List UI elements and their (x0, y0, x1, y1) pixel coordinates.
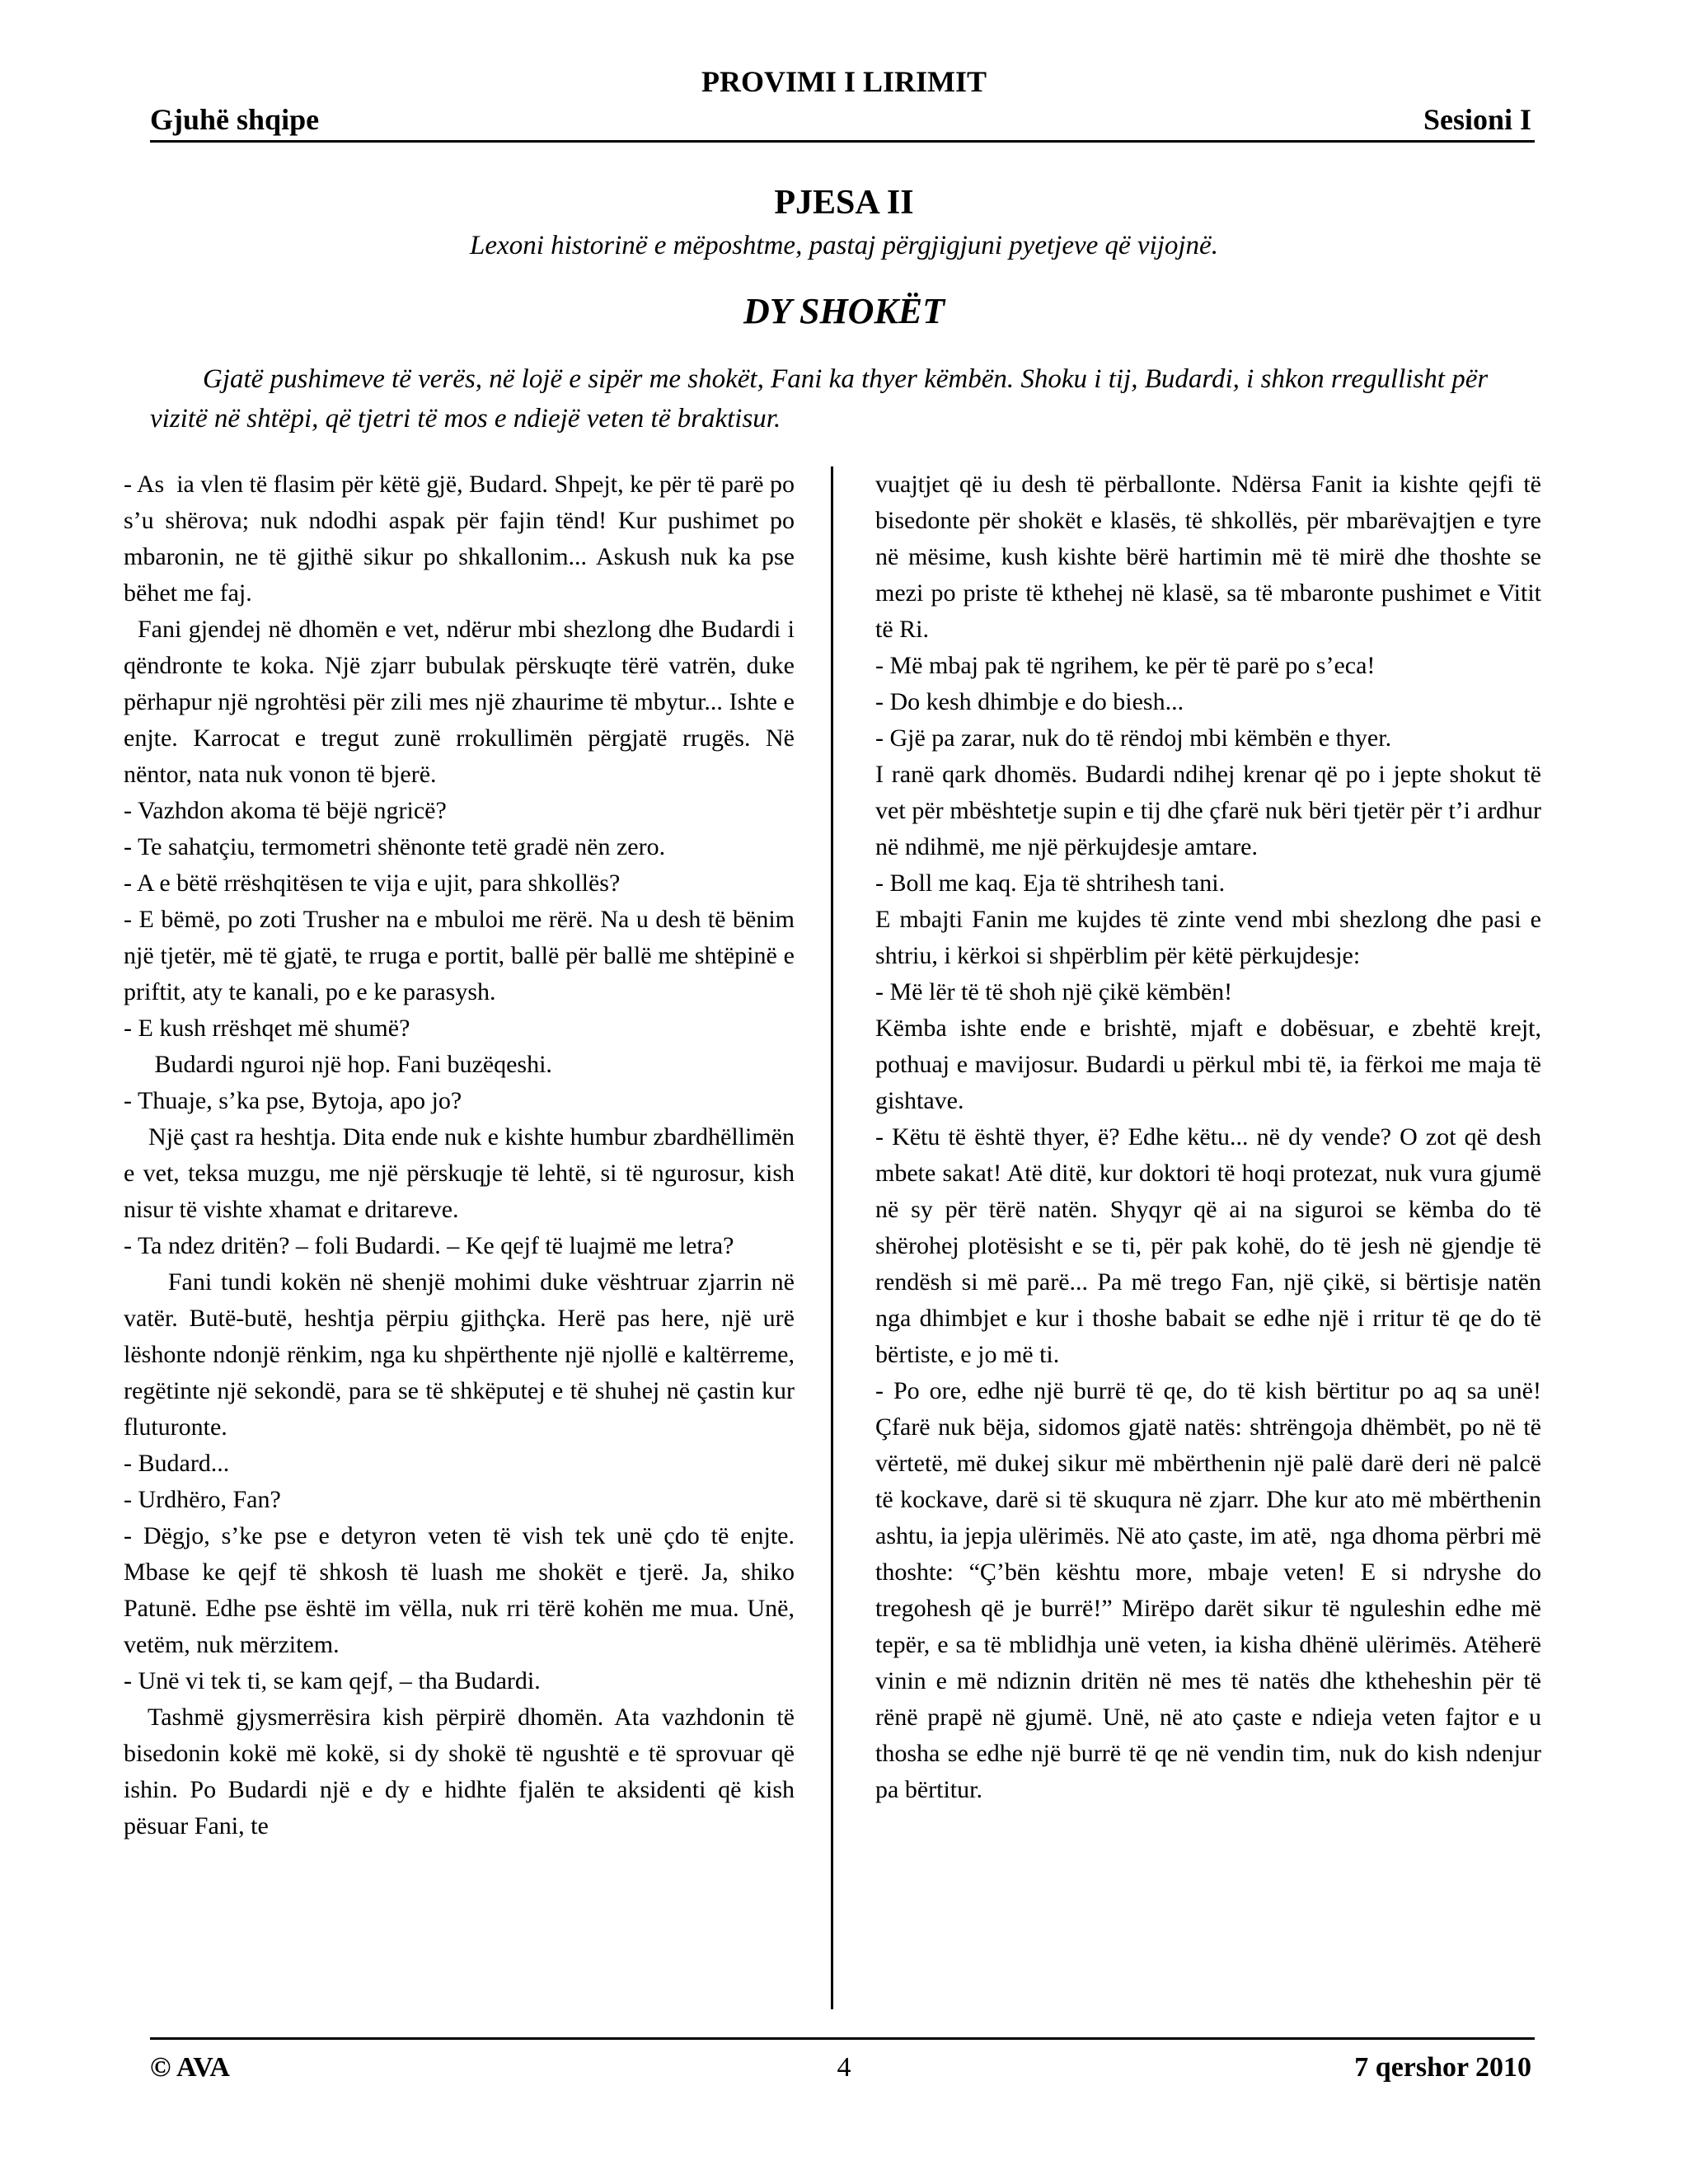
part-instruction: Lexoni historinë e mëposhtme, pastaj përgjigjuni pyetjeve që vijojnë. (470, 231, 1218, 260)
story-paragraph: - Budard... (124, 1450, 230, 1477)
subject-label: Gjuhë shqipe (150, 103, 320, 136)
story-paragraph: I ranë qark dhomës. Budardi ndihej krenar që po i jepte shokut të vet për mbështetje supin e tij dhe çfarë nuk bëri tjetër për t’i ardhur në ndihmë, me një përkujdesje amtare. (875, 761, 1548, 860)
story-paragraph: - E kush rrëshqet më shumë? (124, 1015, 410, 1042)
story-paragraph: - Më mbaj pak të ngrihem, ke për të parë po s’eca! (875, 652, 1376, 679)
exam-title: PROVIMI I LIRIMIT (701, 65, 987, 98)
story-paragraph: - Unë vi tek ti, se kam qejf, – tha Budardi. (124, 1667, 541, 1694)
story-paragraph: - Te sahatçiu, termometri shënonte tetë gradë nën zero. (124, 833, 666, 860)
session-label: Sesioni I (1423, 103, 1531, 136)
story-left-column (124, 466, 801, 1844)
story-paragraph: - A e bëtë rrëshqitësen te vija e ujit, para shkollës? (124, 869, 621, 897)
page-number: 4 (837, 2052, 851, 2083)
story-paragraph: - Do kesh dhimbje e do biesh... (875, 688, 1184, 715)
story-paragraph: - Urdhëro, Fan? (124, 1486, 281, 1513)
story-paragraph: - Po ore, edhe një burrë të qe, do të kish bërtitur po aq sa unë! Çfarë nuk bëja, sidomos gjatë natës: shtrëngoja dhëmbët, po në të vërtetë, më dukej sikur më mbërthenin një palë darë deri në palcë të kockave, darë si të skuqura në zjarr. Dhe kur ato më mbërthenin ashtu, ia jepja ulërimës. Në ato çaste, im atë, nga dhoma përbri më thoshte: “Ç’bën kështu more, mbaje veten! E si ndryshe do tregohesh që je burrë!” Mirëpo darët sikur të nguleshin edhe më tepër, e sa të mblidhja unë veten, ia kisha dhënë ulërimës. Atëherë vinin e më ndiznin dritën në mes të natës dhe ktheheshin për të rënë prapë në gjumë. Unë, në ato çaste e ndieja veten fajtor e u thosha se edhe një burrë të qe në vendin tim, nuk do kish ndenjur pa bërtitur. (875, 1377, 1548, 1803)
part-title: PJESA II (774, 184, 914, 222)
story-intro-text: Gjatë pushimeve të verës, në lojë e sipër me shokët, Fani ka thyer këmbën. Shoku i tij, Budardi, i shkon rregullisht për vizitë në shtëpi, që tjetri të mos e ndiejë veten të braktisur. (150, 364, 1489, 434)
story-paragraph: Fani gjendej në dhomën e vet, ndërur mbi shezlong dhe Budardi i qëndronte te koka. Një zjarr bubulak përskuqte tërë vatrën, duke përhapur një ngrohtësi për zili mes një zhaurime të mbytur... Ishte e enjte. Karrocat e tregut zunë rrokullimën përgjatë rrugës. Në nëntor, nata nuk vonon të bjerë. (124, 616, 801, 788)
story-paragraph: Tashmë gjysmerrësira kish përpirë dhomën. Ata vazhdonin të bisedonin kokë më kokë, si dy shokë të ngushtë e të sprovuar që ishin. Po Budardi një e dy e hidhte fjalën te aksidenti që kish pësuar Fani, te (124, 1704, 801, 1840)
story-paragraph: - As ia vlen të flasim për këtë gjë, Budard. Shpejt, ke për të parë po s’u shërova; nuk ndodhi aspak për fajin tënd! Kur pushimet po mbaronin, ne të gjithë sikur po shkallonim... Askush nuk ka pse bëhet me faj. (124, 471, 801, 607)
story-paragraph: vuajtjet që iu desh të përballonte. Ndërsa Fanit ia kishte qejfi të bisedonte për shokët e klasës, të shkollës, për mbarëvajtjen e tyre në mësime, kush kishte bërë hartimin më të mirë dhe thoshte se mezi po priste të kthehej në klasë, sa të mbaronte pushimet e Vitit të Ri. (875, 471, 1548, 643)
story-paragraph: - Më lër të të shoh një çikë këmbën! (875, 978, 1233, 1005)
story-paragraph: Budardi nguroi një hop. Fani buzëqeshi. (124, 1051, 552, 1078)
footer-date: 7 qershor 2010 (1354, 2052, 1531, 2083)
column-divider (831, 466, 833, 2009)
story-paragraph: Një çast ra heshtja. Dita ende nuk e kishte humbur zbardhëllimën e vet, teksa muzgu, me një përskuqje të lehtë, si të ngurosur, kish nisur të vishte xhamat e dritareve. (124, 1123, 801, 1223)
story-paragraph: - Boll me kaq. Eja të shtrihesh tani. (875, 869, 1226, 897)
story-paragraph: - Vazhdon akoma të bëjë ngricë? (124, 797, 447, 824)
header-rule (150, 140, 1535, 143)
story-paragraph: Fani tundi kokën në shenjë mohimi duke vështruar zjarrin në vatër. Butë-butë, heshtja përpiu gjithçka. Herë pas here, një urë lëshonte ndonjë rënkim, nga ku shpërthente një njollë e kaltërreme, regëtinte një sekondë, para se të shkëputej e të shuhej në çastin kur fluturonte. (124, 1268, 801, 1441)
story-paragraph: E mbajti Fanin me kujdes të zinte vend mbi shezlong dhe pasi e shtriu, i kërkoi si shpërblim për këtë përkujdesje: (875, 906, 1548, 969)
story-paragraph: - Gjë pa zarar, nuk do të rëndoj mbi këmbën e thyer. (875, 724, 1392, 752)
footer-copyright: © AVA (150, 2052, 230, 2083)
story-right-column (875, 466, 1548, 1808)
story-paragraph: Këmba ishte ende e brishtë, mjaft e dobësuar, e zbehtë krejt, pothuaj e mavijosur. Budardi u përkul mbi të, ia fërkoi me maja të gishtave. (875, 1015, 1548, 1114)
footer-rule (150, 2037, 1535, 2040)
story-intro (150, 359, 1535, 438)
story-paragraph: - Këtu të është thyer, ë? Edhe këtu... në dy vende? O zot që desh mbete sakat! Atë ditë, kur doktori të hoqi protezat, nuk vura gjumë në sy për tërë natën. Shyqyr që ai na siguroi se këmba do të shërohej plotësisht e se ti, për pak kohë, do të jesh në gjendje të rendësh si më parë... Pa më trego Fan, një çikë, si bërtisje natën nga dhimbjet e kur i thoshe babait se edhe një i rritur të qe do të bërtiste, e jo më ti. (875, 1123, 1548, 1368)
story-title: DY SHOKËT (743, 291, 945, 331)
story-paragraph: - Dëgjo, s’ke pse e detyron veten të vish tek unë çdo të enjte. Mbase ke qejf të shkosh të luash me shokët e tjerë. Ja, shiko Patunë. Edhe pse është im vëlla, nuk rri tërë kohën me mua. Unë, vetëm, nuk mërzitem. (124, 1522, 801, 1658)
story-paragraph: - Thuaje, s’ka pse, Bytoja, apo jo? (124, 1087, 462, 1114)
story-paragraph: - E bëmë, po zoti Trusher na e mbuloi me rërë. Na u desh të bënim një tjetër, më të gjatë, te rruga e portit, ballë për ballë me shtëpinë e priftit, aty te kanali, po e ke parasysh. (124, 906, 801, 1005)
story-paragraph: - Ta ndez dritën? – foli Budardi. – Ke qejf të luajmë me letra? (124, 1232, 734, 1259)
